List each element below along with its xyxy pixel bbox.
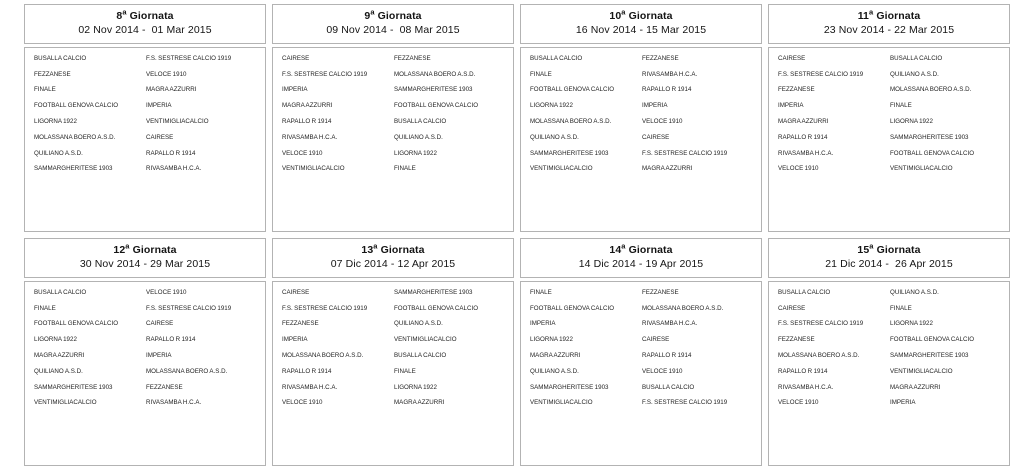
- matchday-ordinal-suffix: a: [869, 7, 874, 17]
- matchday-title-word: Giornata: [377, 10, 422, 22]
- home-team: MOLASSANA BOERO A.S.D.: [530, 118, 612, 126]
- matchday-title: [29, 7, 261, 23]
- home-team: VENTIMIGLIACALCIO: [530, 399, 593, 407]
- away-team: VENTIMIGLIACALCIO: [394, 336, 457, 344]
- home-team: BUSALLA CALCIO: [530, 54, 583, 62]
- home-team: RIVASAMBA H.C.A.: [778, 383, 834, 391]
- matchday-title: [525, 241, 757, 257]
- away-team: QUILIANO A.S.D.: [890, 70, 939, 78]
- match-row[interactable]: [34, 320, 259, 329]
- home-team: CAIRESE: [282, 288, 310, 296]
- match-row[interactable]: [282, 289, 507, 298]
- matchday-header: [768, 4, 1010, 44]
- home-team: FOOTBALL GENOVA CALCIO: [34, 320, 119, 328]
- home-team: IMPERIA: [530, 320, 556, 328]
- matchday-number: 9: [364, 10, 371, 22]
- matchday-title-word: Giornata: [628, 244, 673, 256]
- matchday-card: [768, 4, 1010, 232]
- home-team: RAPALLO R 1914: [778, 367, 828, 375]
- home-team: VELOCE 1910: [778, 399, 819, 407]
- away-team: FOOTBALL GENOVA CALCIO: [394, 102, 479, 110]
- matchday-card: [768, 238, 1010, 466]
- home-team: MAGRA AZZURRI: [34, 352, 85, 360]
- home-team: QUILIANO A.S.D.: [530, 367, 579, 375]
- match-row[interactable]: [778, 352, 1003, 361]
- match-row[interactable]: [530, 289, 755, 298]
- away-team: VELOCE 1910: [146, 70, 187, 78]
- match-row[interactable]: [282, 134, 507, 143]
- away-team: VELOCE 1910: [642, 118, 683, 126]
- matchday-title-word: Giornata: [876, 244, 921, 256]
- match-row[interactable]: [282, 352, 507, 361]
- matchday-header: [24, 238, 266, 278]
- home-team: QUILIANO A.S.D.: [34, 149, 83, 157]
- away-team: QUILIANO A.S.D.: [394, 320, 443, 328]
- away-team: MAGRA AZZURRI: [890, 383, 941, 391]
- match-list: [24, 281, 266, 466]
- away-team: F.S. SESTRESE CALCIO 1919: [146, 304, 232, 312]
- away-team: MAGRA AZZURRI: [394, 399, 445, 407]
- away-team: BUSALLA CALCIO: [394, 352, 447, 360]
- matchday-title: [773, 7, 1005, 23]
- away-team: VENTIMIGLIACALCIO: [890, 367, 953, 375]
- match-row[interactable]: [530, 352, 755, 361]
- matchday-title: [525, 7, 757, 23]
- away-team: MAGRA AZZURRI: [642, 165, 693, 173]
- match-row[interactable]: [34, 305, 259, 314]
- match-row[interactable]: [778, 336, 1003, 345]
- match-row[interactable]: [530, 55, 755, 64]
- home-team: IMPERIA: [282, 86, 308, 94]
- home-team: LIGORNA 1922: [530, 336, 573, 344]
- matchday-date-range: 16 Nov 2014 - 15 Mar 2015: [575, 24, 707, 37]
- matchday-number: 12: [113, 244, 126, 256]
- match-row[interactable]: [282, 320, 507, 329]
- matchday-date-range: 30 Nov 2014 - 29 Mar 2015: [79, 258, 211, 271]
- away-team: F.S. SESTRESE CALCIO 1919: [642, 149, 728, 157]
- match-row[interactable]: [778, 134, 1003, 143]
- away-team: LIGORNA 1922: [890, 118, 933, 126]
- matchday-date-range: 07 Dic 2014 - 12 Apr 2015: [330, 258, 456, 271]
- match-row[interactable]: [530, 165, 755, 174]
- home-team: F.S. SESTRESE CALCIO 1919: [778, 320, 864, 328]
- home-team: VELOCE 1910: [282, 149, 323, 157]
- home-team: VELOCE 1910: [282, 399, 323, 407]
- away-team: MAGRA AZZURRI: [146, 86, 197, 94]
- away-team: FOOTBALL GENOVA CALCIO: [394, 304, 479, 312]
- match-list: [24, 47, 266, 232]
- away-team: FINALE: [890, 304, 912, 312]
- home-team: F.S. SESTRESE CALCIO 1919: [282, 70, 368, 78]
- matchday-date-range: 23 Nov 2014 - 22 Mar 2015: [823, 24, 955, 37]
- home-team: F.S. SESTRESE CALCIO 1919: [778, 70, 864, 78]
- home-team: LIGORNA 1922: [530, 102, 573, 110]
- match-list: [520, 281, 762, 466]
- away-team: LIGORNA 1922: [394, 149, 437, 157]
- away-team: VELOCE 1910: [146, 288, 187, 296]
- match-row[interactable]: [34, 134, 259, 143]
- match-row[interactable]: [282, 399, 507, 408]
- away-team: FEZZANESE: [642, 288, 679, 296]
- away-team: MOLASSANA BOERO A.S.D.: [890, 86, 972, 94]
- matchday-date-range: 14 Dic 2014 - 19 Apr 2015: [578, 258, 704, 271]
- away-team: FINALE: [890, 102, 912, 110]
- home-team: BUSALLA CALCIO: [34, 288, 87, 296]
- match-row[interactable]: [530, 336, 755, 345]
- home-team: RIVASAMBA H.C.A.: [778, 149, 834, 157]
- away-team: RIVASAMBA H.C.A.: [146, 165, 202, 173]
- home-team: FOOTBALL GENOVA CALCIO: [34, 102, 119, 110]
- away-team: F.S. SESTRESE CALCIO 1919: [642, 399, 728, 407]
- match-row[interactable]: [530, 305, 755, 314]
- match-row[interactable]: [530, 368, 755, 377]
- home-team: RIVASAMBA H.C.A.: [282, 133, 338, 141]
- away-team: QUILIANO A.S.D.: [890, 288, 939, 296]
- match-row[interactable]: [282, 165, 507, 174]
- away-team: RAPALLO R 1914: [642, 86, 692, 94]
- matchday-title-word: Giornata: [628, 10, 673, 22]
- home-team: MAGRA AZZURRI: [530, 352, 581, 360]
- matchday-header: [272, 4, 514, 44]
- match-row[interactable]: [34, 102, 259, 111]
- home-team: VENTIMIGLIACALCIO: [34, 399, 97, 407]
- matchday-date-range: 21 Dic 2014 - 26 Apr 2015: [825, 258, 953, 271]
- matchday-title: [773, 241, 1005, 257]
- home-team: FINALE: [34, 304, 56, 312]
- matchday-number: 14: [609, 244, 622, 256]
- home-team: LIGORNA 1922: [34, 336, 77, 344]
- away-team: CAIRESE: [642, 336, 670, 344]
- away-team: VENTIMIGLIACALCIO: [890, 165, 953, 173]
- home-team: CAIRESE: [778, 54, 806, 62]
- matchday-title-word: Giornata: [132, 244, 177, 256]
- away-team: SAMMARGHERITESE 1903: [890, 133, 969, 141]
- home-team: RAPALLO R 1914: [282, 118, 332, 126]
- home-team: FEZZANESE: [778, 336, 815, 344]
- matchday-card: [272, 4, 514, 232]
- home-team: SAMMARGHERITESE 1903: [530, 149, 609, 157]
- matchday-header: [272, 238, 514, 278]
- home-team: BUSALLA CALCIO: [34, 54, 87, 62]
- match-row[interactable]: [282, 305, 507, 314]
- match-row[interactable]: [282, 102, 507, 111]
- match-row[interactable]: [778, 368, 1003, 377]
- home-team: QUILIANO A.S.D.: [34, 367, 83, 375]
- matchday-header: [768, 238, 1010, 278]
- away-team: VENTIMIGLIACALCIO: [146, 118, 209, 126]
- matchday-ordinal-suffix: a: [621, 241, 626, 251]
- away-team: F.S. SESTRESE CALCIO 1919: [146, 54, 232, 62]
- matchday-number: 15: [857, 244, 870, 256]
- home-team: SAMMARGHERITESE 1903: [34, 383, 113, 391]
- match-list: [768, 281, 1010, 466]
- away-team: FEZZANESE: [146, 383, 183, 391]
- match-row[interactable]: [778, 118, 1003, 127]
- matchday-header: [520, 238, 762, 278]
- match-row[interactable]: [778, 289, 1003, 298]
- match-row[interactable]: [34, 150, 259, 159]
- away-team: MOLASSANA BOERO A.S.D.: [394, 70, 476, 78]
- home-team: IMPERIA: [282, 336, 308, 344]
- match-row[interactable]: [778, 165, 1003, 174]
- match-row[interactable]: [530, 118, 755, 127]
- match-row[interactable]: [530, 320, 755, 329]
- matchday-ordinal-suffix: a: [621, 7, 626, 17]
- matchday-number: 8: [116, 10, 123, 22]
- match-row[interactable]: [282, 384, 507, 393]
- away-team: FINALE: [394, 165, 416, 173]
- match-row[interactable]: [34, 55, 259, 64]
- match-row[interactable]: [34, 399, 259, 408]
- match-row[interactable]: [34, 368, 259, 377]
- home-team: FOOTBALL GENOVA CALCIO: [530, 304, 615, 312]
- matchday-ordinal-suffix: a: [370, 7, 375, 17]
- away-team: FEZZANESE: [642, 54, 679, 62]
- home-team: BUSALLA CALCIO: [778, 288, 831, 296]
- home-team: MOLASSANA BOERO A.S.D.: [34, 133, 116, 141]
- away-team: LIGORNA 1922: [394, 383, 437, 391]
- matchday-title-word: Giornata: [876, 10, 921, 22]
- away-team: FOOTBALL GENOVA CALCIO: [890, 149, 975, 157]
- match-row[interactable]: [282, 71, 507, 80]
- match-row[interactable]: [34, 118, 259, 127]
- match-row[interactable]: [778, 150, 1003, 159]
- home-team: VELOCE 1910: [778, 165, 819, 173]
- home-team: FINALE: [530, 288, 552, 296]
- matchday-card: [24, 238, 266, 466]
- away-team: CAIRESE: [642, 133, 670, 141]
- matchday-ordinal-suffix: a: [125, 241, 130, 251]
- away-team: SAMMARGHERITESE 1903: [890, 352, 969, 360]
- home-team: FEZZANESE: [778, 86, 815, 94]
- away-team: BUSALLA CALCIO: [642, 383, 695, 391]
- match-row[interactable]: [34, 352, 259, 361]
- matchday-title-word: Giornata: [129, 10, 174, 22]
- home-team: F.S. SESTRESE CALCIO 1919: [282, 304, 368, 312]
- matchday-date-range: 02 Nov 2014 - 01 Mar 2015: [78, 24, 212, 37]
- match-row[interactable]: [282, 150, 507, 159]
- matchday-number: 11: [857, 10, 869, 22]
- match-row[interactable]: [34, 289, 259, 298]
- matchday-card: [24, 4, 266, 232]
- away-team: RAPALLO R 1914: [642, 352, 692, 360]
- home-team: FINALE: [530, 70, 552, 78]
- matchday-header: [520, 4, 762, 44]
- away-team: LIGORNA 1922: [890, 320, 933, 328]
- match-row[interactable]: [282, 55, 507, 64]
- home-team: QUILIANO A.S.D.: [530, 133, 579, 141]
- match-row[interactable]: [778, 55, 1003, 64]
- match-list: [768, 47, 1010, 232]
- home-team: FEZZANESE: [34, 70, 71, 78]
- home-team: MOLASSANA BOERO A.S.D.: [282, 352, 364, 360]
- matchday-number: 10: [609, 10, 622, 22]
- matchday-title-word: Giornata: [380, 244, 425, 256]
- matchday-card: [272, 238, 514, 466]
- away-team: BUSALLA CALCIO: [394, 118, 447, 126]
- away-team: RAPALLO R 1914: [146, 149, 196, 157]
- away-team: FOOTBALL GENOVA CALCIO: [890, 336, 975, 344]
- away-team: SAMMARGHERITESE 1903: [394, 288, 473, 296]
- home-team: SAMMARGHERITESE 1903: [530, 383, 609, 391]
- away-team: FINALE: [394, 367, 416, 375]
- match-row[interactable]: [34, 86, 259, 95]
- match-row[interactable]: [778, 305, 1003, 314]
- match-row[interactable]: [530, 384, 755, 393]
- match-row[interactable]: [282, 368, 507, 377]
- away-team: SAMMARGHERITESE 1903: [394, 86, 473, 94]
- away-team: IMPERIA: [146, 352, 172, 360]
- away-team: IMPERIA: [890, 399, 916, 407]
- match-row[interactable]: [282, 118, 507, 127]
- home-team: CAIRESE: [282, 54, 310, 62]
- away-team: FEZZANESE: [394, 54, 431, 62]
- match-row[interactable]: [778, 384, 1003, 393]
- home-team: VENTIMIGLIACALCIO: [530, 165, 593, 173]
- matchday-ordinal-suffix: a: [869, 241, 874, 251]
- matchday-card: [520, 238, 762, 466]
- home-team: LIGORNA 1922: [34, 118, 77, 126]
- home-team: IMPERIA: [778, 102, 804, 110]
- home-team: MOLASSANA BOERO A.S.D.: [778, 352, 860, 360]
- away-team: MOLASSANA BOERO A.S.D.: [146, 367, 228, 375]
- match-list: [520, 47, 762, 232]
- home-team: MAGRA AZZURRI: [282, 102, 333, 110]
- match-row[interactable]: [282, 336, 507, 345]
- away-team: IMPERIA: [642, 102, 668, 110]
- match-row[interactable]: [778, 86, 1003, 95]
- away-team: QUILIANO A.S.D.: [394, 133, 443, 141]
- home-team: MAGRA AZZURRI: [778, 118, 829, 126]
- matchday-number: 13: [361, 244, 374, 256]
- matchday-title: [29, 241, 261, 257]
- home-team: FOOTBALL GENOVA CALCIO: [530, 86, 615, 94]
- matchday-header: [24, 4, 266, 44]
- matchday-card: [520, 4, 762, 232]
- away-team: MOLASSANA BOERO A.S.D.: [642, 304, 724, 312]
- match-row[interactable]: [530, 86, 755, 95]
- home-team: VENTIMIGLIACALCIO: [282, 165, 345, 173]
- match-row[interactable]: [778, 399, 1003, 408]
- match-row[interactable]: [530, 399, 755, 408]
- matchday-date-range: 09 Nov 2014 - 08 Mar 2015: [326, 24, 460, 37]
- home-team: FEZZANESE: [282, 320, 319, 328]
- match-row[interactable]: [530, 71, 755, 80]
- match-row[interactable]: [778, 320, 1003, 329]
- match-row[interactable]: [530, 134, 755, 143]
- home-team: RAPALLO R 1914: [282, 367, 332, 375]
- match-row[interactable]: [34, 336, 259, 345]
- match-list: [272, 47, 514, 232]
- home-team: SAMMARGHERITESE 1903: [34, 165, 113, 173]
- away-team: IMPERIA: [146, 102, 172, 110]
- away-team: CAIRESE: [146, 133, 174, 141]
- match-row[interactable]: [34, 165, 259, 174]
- match-row[interactable]: [34, 71, 259, 80]
- match-row[interactable]: [530, 102, 755, 111]
- away-team: BUSALLA CALCIO: [890, 54, 943, 62]
- matchday-title: [277, 7, 509, 23]
- away-team: RIVASAMBA H.C.A.: [642, 320, 698, 328]
- home-team: RIVASAMBA H.C.A.: [282, 383, 338, 391]
- away-team: VELOCE 1910: [642, 367, 683, 375]
- match-row[interactable]: [530, 150, 755, 159]
- matchday-ordinal-suffix: a: [373, 241, 378, 251]
- matchday-ordinal-suffix: a: [122, 7, 127, 17]
- away-team: RIVASAMBA H.C.A.: [146, 399, 202, 407]
- match-row[interactable]: [34, 384, 259, 393]
- home-team: FINALE: [34, 86, 56, 94]
- home-team: CAIRESE: [778, 304, 806, 312]
- matchday-title: [277, 241, 509, 257]
- home-team: RAPALLO R 1914: [778, 133, 828, 141]
- match-row[interactable]: [778, 102, 1003, 111]
- away-team: CAIRESE: [146, 320, 174, 328]
- match-list: [272, 281, 514, 466]
- match-row[interactable]: [282, 86, 507, 95]
- match-row[interactable]: [778, 71, 1003, 80]
- away-team: RIVASAMBA H.C.A.: [642, 70, 698, 78]
- away-team: RAPALLO R 1914: [146, 336, 196, 344]
